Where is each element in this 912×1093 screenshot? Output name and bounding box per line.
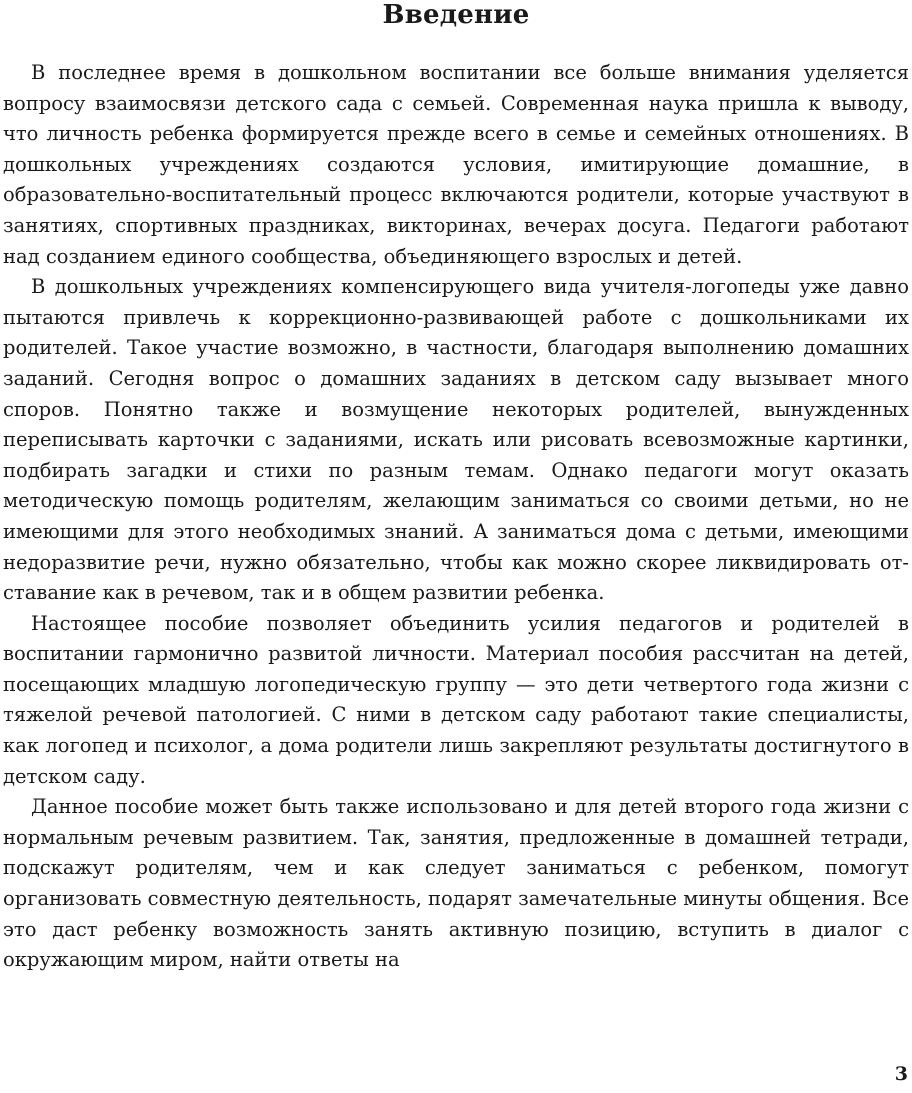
page-title: Введение <box>382 0 530 30</box>
document-page <box>3 0 909 976</box>
page-number: 3 <box>894 1063 908 1085</box>
paragraph-4: Данное пособие может быть также использовано и для детей второго года жизни с нормальным речевым развитием. Так, занятия, предложенные в домашней тетради, подскажут родителям, чем и как следует заниматься с ребенком, помогут организовать совместную деятельность, подарят замечательные минуты общения. Все это даст ребенку возможность занять активную позицию, вступить в диалог с окружающим миром, найти ответы на <box>3 795 909 972</box>
paragraph-3: Настоящее пособие позволяет объединить усилия педагогов и родителей в воспитании гармонично развитой личности. Материал пособия рассчитан на детей, посещающих младшую логопедическую группу — это дети четвертого года жизни с тяжелой речевой патологией. С ними в детском саду работают такие специалисты, как логопед и психолог, а дома родители лишь закрепляют результаты достигнутого в детском саду. <box>3 611 909 788</box>
paragraph-2: В дошкольных учреждениях компенсирующего вида учителя-логопеды уже давно пытаются привлечь к коррекционно-развивающей работе с дошкольниками их родителей. Такое участие возможно, в частности, благодаря выполнению домашних заданий. Сегодня вопрос о домашних заданиях в детском саду вызывает много споров. Понятно также и возмущение некоторых родителей, вынужденных переписывать карточки с заданиями, искать или рисовать всевозможные картинки, подбирать загадки и стихи по разным темам. Однако педагоги могут оказать методическую помощь родителям, желающим заниматься со своими детьми, но не имеющими для этого необходимых знаний. А заниматься дома с детьми, имеющими недоразвитие речи, нужно обязательно, чтобы как можно скорее ликвидировать отставание как в речевом, так и в общем развитии ребенка. <box>3 275 909 605</box>
body-text <box>3 58 909 976</box>
paragraph-1: В последнее время в дошкольном воспитании все больше внимания уделяется вопросу взаимосвязи детского сада с семьей. Современная наука пришла к выводу, что личность ребенка формируется прежде всего в семье и семейных отношениях. В дошкольных учреждениях создаются условия, имитирующие домашние, в образовательно-воспитательный процесс включаются родители, которые участвуют в занятиях, спортивных праздниках, викторинах, вечерах досуга. Педагоги работают над созданием единого сообщества, объединяющего взрослых и детей. <box>3 61 909 268</box>
